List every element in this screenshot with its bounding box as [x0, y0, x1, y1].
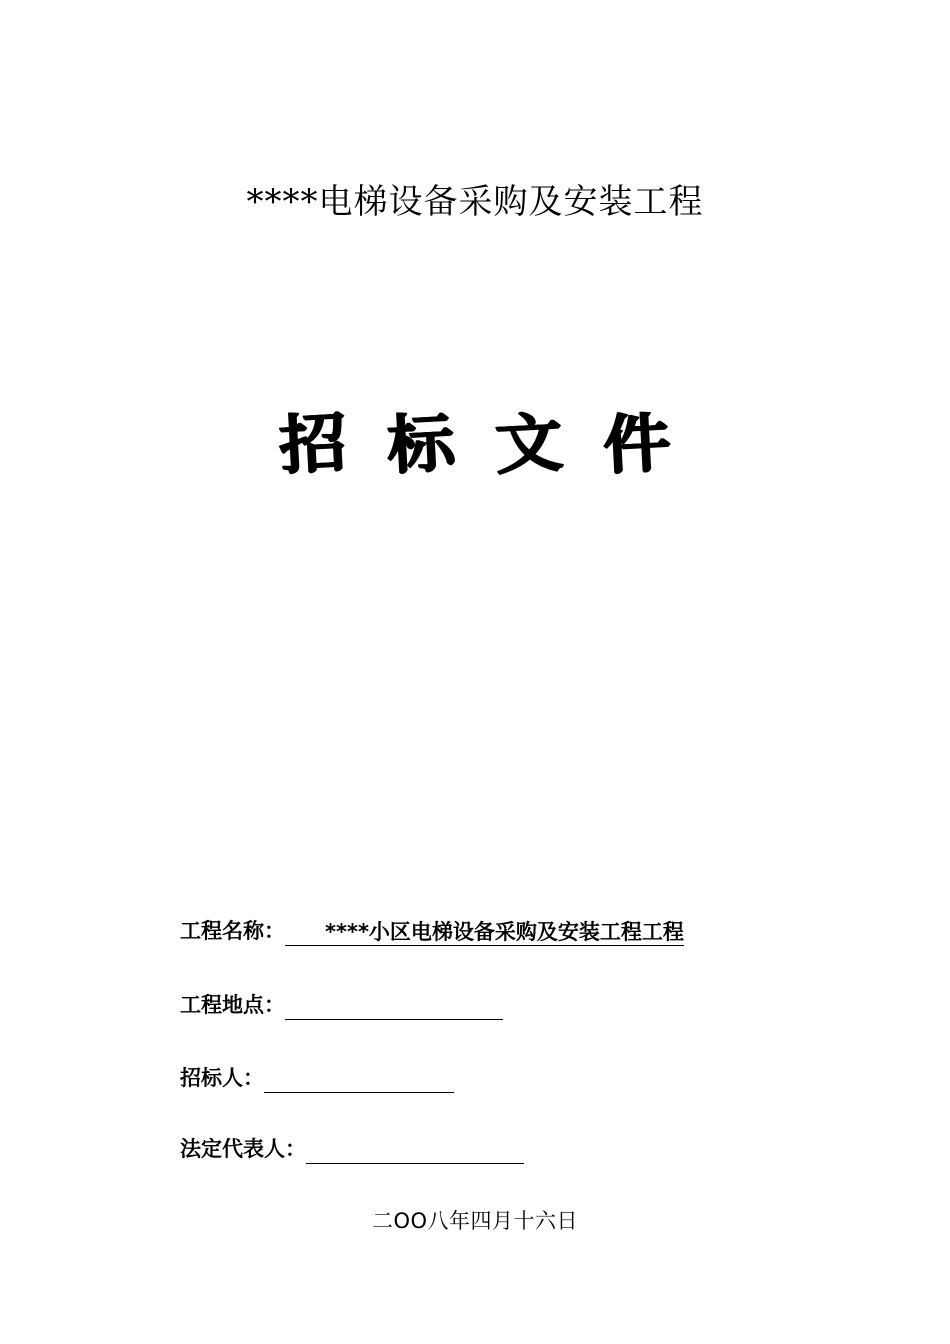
project-name-label: 工程名称：	[180, 919, 285, 943]
project-name-field	[180, 916, 684, 946]
project-location-label: 工程地点：	[180, 993, 285, 1017]
bidder-blank	[264, 1069, 454, 1093]
project-location-blank	[285, 996, 503, 1020]
bidder-label: 招标人：	[180, 1066, 264, 1090]
document-date: 二OO八年四月十六日	[371, 1209, 579, 1233]
legal-representative-field	[180, 1134, 524, 1164]
doc-title-char-4: 件	[601, 405, 673, 484]
project-location-field	[180, 990, 503, 1020]
document-title	[0, 405, 950, 485]
doc-title-char-2: 标	[385, 405, 457, 484]
bidder-field	[180, 1063, 454, 1093]
project-name-value: ****小区电梯设备采购及安装工程工程	[285, 919, 684, 946]
doc-title-char-3: 文	[493, 405, 565, 484]
legal-representative-label: 法定代表人：	[180, 1137, 306, 1161]
project-title: ****电梯设备采购及安装工程	[246, 182, 704, 222]
doc-title-char-1: 招	[277, 405, 349, 484]
legal-representative-blank	[306, 1140, 524, 1164]
